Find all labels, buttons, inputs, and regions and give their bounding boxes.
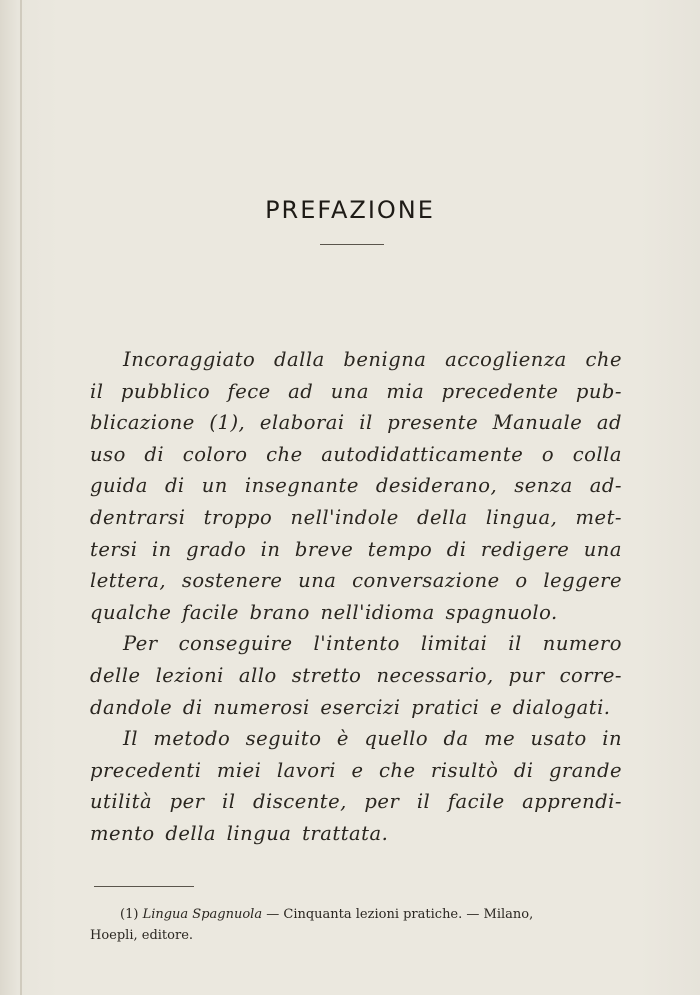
text-line: il pubblico fece ad una mia precedente pub- bbox=[90, 379, 622, 403]
text-line: delle lezioni allo stretto necessario, pur corre- bbox=[90, 663, 622, 687]
text-line: blicazione (1), elaborai il presente Manuale ad bbox=[90, 411, 622, 435]
footnote-rule bbox=[94, 886, 194, 887]
text-line: dandole di numerosi esercizi pratici e dialogati. bbox=[90, 695, 611, 719]
footnote bbox=[90, 904, 624, 946]
page-gutter-shadow bbox=[20, 0, 22, 995]
text-line: dentrarsi troppo nell'indole della lingua, met- bbox=[90, 505, 622, 529]
preface-body bbox=[90, 344, 622, 850]
footnote-line-2: Hoepli, editore. bbox=[90, 928, 194, 943]
page-title: PREFAZIONE bbox=[265, 196, 435, 224]
footnote-line-1 bbox=[90, 904, 624, 925]
paragraph-3 bbox=[90, 723, 622, 849]
footnote-marker: (1) bbox=[120, 907, 139, 922]
text-line: guida di un insegnante desiderano, senza ad- bbox=[90, 474, 622, 498]
text-line: lettera, sostenere una conversazione o leggere bbox=[90, 569, 622, 593]
text-line: Il metodo seguito è quello da me usato in bbox=[123, 727, 622, 751]
footnote-work-title: Lingua Spagnuola bbox=[142, 907, 263, 922]
text-line: Per conseguire l'intento limitai il numero bbox=[123, 632, 622, 656]
text-line: precedenti miei lavori e che risultò di grande bbox=[90, 758, 622, 782]
text-line: tersi in grado in breve tempo di redigere una bbox=[90, 537, 622, 561]
paragraph-1 bbox=[90, 344, 622, 628]
title-rule bbox=[320, 244, 384, 245]
paragraph-2 bbox=[90, 628, 622, 723]
text-line: mento della lingua trattata. bbox=[90, 821, 389, 845]
text-line: utilità per il discente, per il facile apprendi- bbox=[90, 790, 622, 814]
footnote-text: — Cinquanta lezioni pratiche. — Milano, bbox=[266, 907, 534, 922]
text-line: Incoraggiato dalla benigna accoglienza che bbox=[123, 348, 622, 371]
text-line: uso di coloro che autodidatticamente o colla bbox=[90, 442, 622, 466]
text-line: qualche facile brano nell'idioma spagnuolo. bbox=[90, 600, 558, 624]
